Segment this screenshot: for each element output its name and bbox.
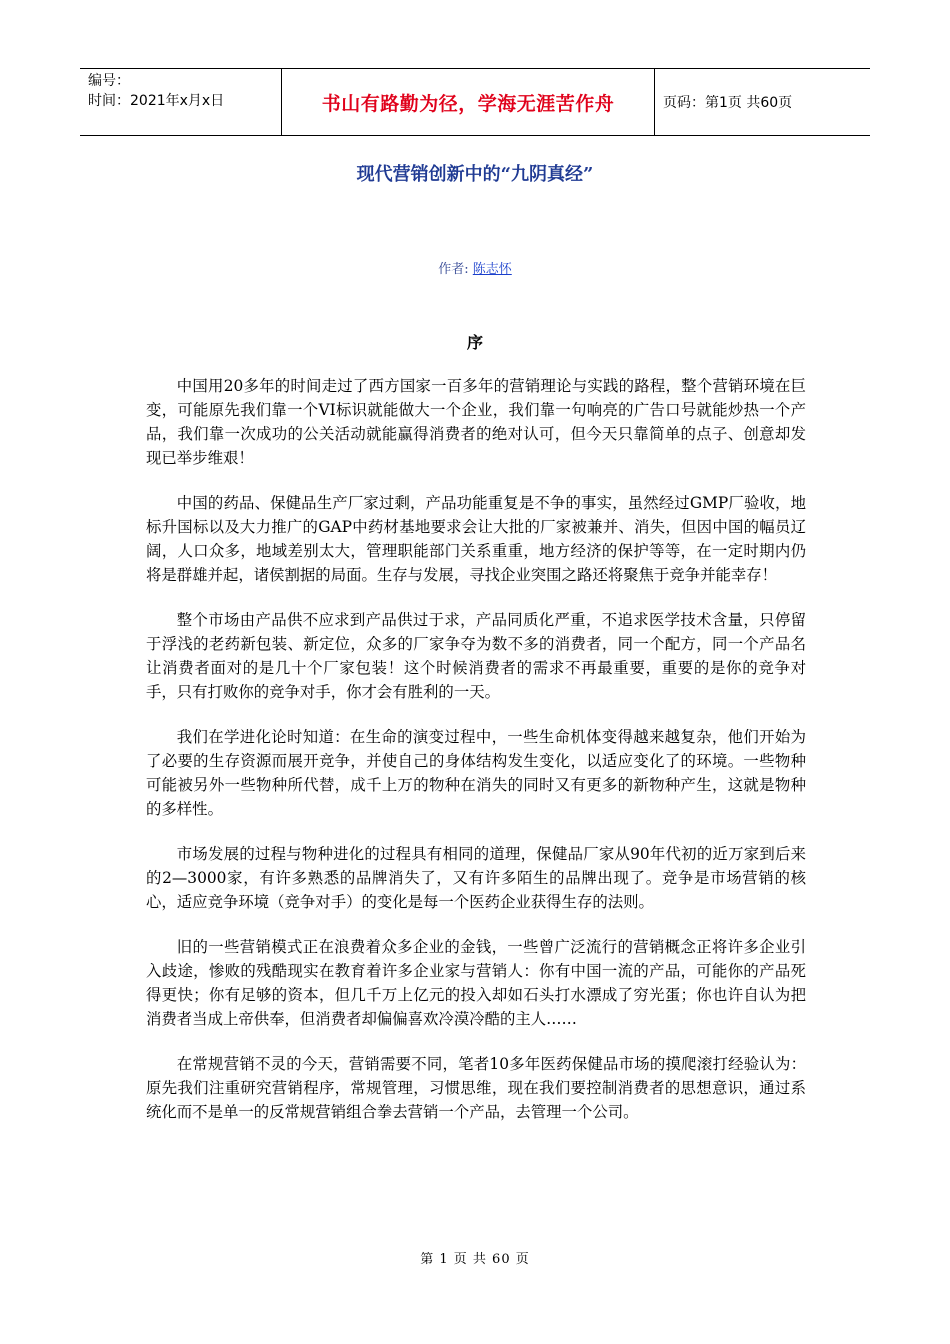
paragraph: 旧的一些营销模式正在浪费着众多企业的金钱，一些曾广泛流行的营销概念正将许多企业引入歧途，惨败的残酷现实在教育着许多企业家与营销人：你有中国一流的产品，可能你的产品死得更快；你有足够的资本，但几千万上亿元的投入却如石头打水漂成了穷光蛋；你也许自认为把消费者当成上帝供奉，但消费者却偏偏喜欢冷漠冷酷的主人…… xyxy=(146,938,806,1028)
author-name-link[interactable]: 陈志怀 xyxy=(472,262,512,277)
paragraph: 在常规营销不灵的今天，营销需要不同，笔者10多年医药保健品市场的摸爬滚打经验认为：原先我们注重研究营销程序，常规管理，习惯思维，现在我们要控制消费者的思想意识，通过系统化而不是单一的反常规营销组合拳去营销一个产品，去管理一个公司。 xyxy=(146,1055,806,1121)
paragraph: 我们在学进化论时知道：在生命的演变过程中，一些生命机体变得越来越复杂，他们开始为了必要的生存资源而展开竞争，并使自己的身体结构发生变化，以适应变化了的环境。一些物种可能被另外一些物种所代替，成千上万的物种在消失的同时又有更多的新物种产生，这就是物种的多样性。 xyxy=(146,728,806,818)
page-footer: 第 1 页 共 60 页 xyxy=(420,1252,530,1267)
document-number-label: 编号： xyxy=(88,73,130,89)
document-title: 现代营销创新中的“九阴真经” xyxy=(356,164,594,185)
header-table xyxy=(80,68,870,136)
section-title: 序 xyxy=(466,333,483,352)
header-motto-cell xyxy=(282,69,655,135)
header-page-info: 页码：第1页 共60页 xyxy=(663,95,793,111)
header-motto: 书山有路勤为径，学海无涯苦作舟 xyxy=(321,92,615,115)
paragraph: 中国的药品、保健品生产厂家过剩，产品功能重复是不争的事实，虽然经过GMP厂验收，地标升国标以及大力推广的GAP中药材基地要求会让大批的厂家被兼并、消失，但因中国的幅员辽阔，人口众多，地域差别太大，管理职能部门关系重重，地方经济的保护等等，在一定时期内仍将是群雄并起，诸侯割据的局面。生存与发展，寻找企业突围之路还将聚焦于竞争并能幸存！ xyxy=(146,494,806,584)
header-meta-cell xyxy=(80,69,282,135)
paragraph: 中国用20多年的时间走过了西方国家一百多年的营销理论与实践的路程，整个营销环境在巨变，可能原先我们靠一个VI标识就能做大一个企业，我们靠一句响亮的广告口号就能炒热一个产品，我们靠一次成功的公关活动就能赢得消费者的绝对认可，但今天只靠简单的点子、创意却发现已举步维艰！ xyxy=(146,377,806,467)
author-line xyxy=(0,258,950,277)
body-text xyxy=(146,374,806,1145)
author-label: 作者: xyxy=(438,262,473,277)
paragraph: 市场发展的过程与物种进化的过程具有相同的道理，保健品厂家从90年代初的近万家到后来的2—3000家，有许多熟悉的品牌消失了，又有许多陌生的品牌出现了。竞争是市场营销的核心，适应竞争环境（竞争对手）的变化是每一个医药企业获得生存的法则。 xyxy=(146,845,806,911)
paragraph: 整个市场由产品供不应求到产品供过于求，产品同质化严重，不追求医学技术含量，只停留于浮浅的老药新包装、新定位，众多的厂家争夺为数不多的消费者，同一个配方，同一个产品名让消费者面对的是几十个厂家包装！这个时候消费者的需求不再最重要，重要的是你的竞争对手，只有打败你的竞争对手，你才会有胜利的一天。 xyxy=(146,611,806,701)
header-page-cell xyxy=(655,69,870,135)
document-time-label: 时间：2021年x月x日 xyxy=(88,93,225,109)
